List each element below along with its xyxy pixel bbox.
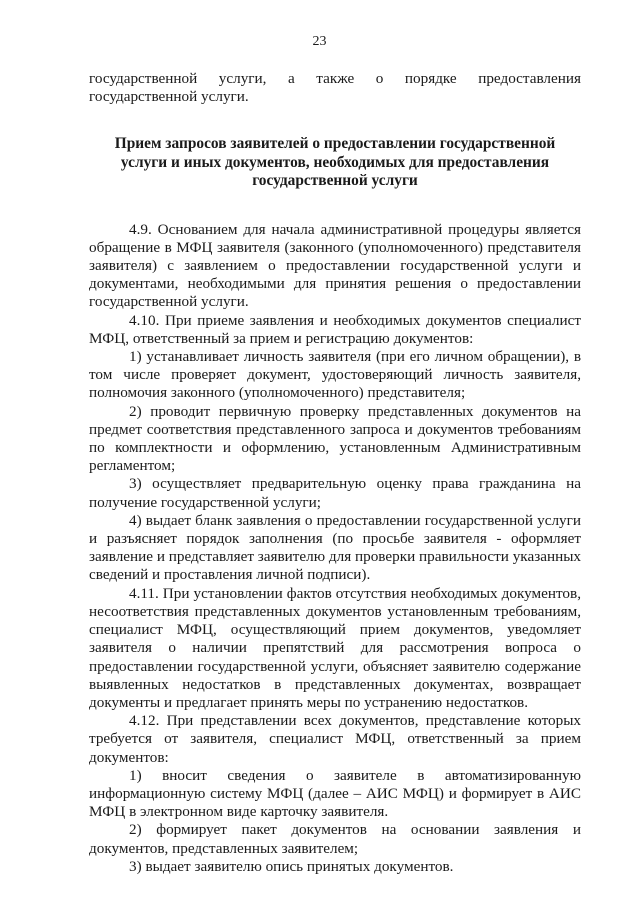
list-item-4-12-1: 1) вносит сведения о заявителе в автоматизированную информационную систему МФЦ (далее – АИС МФЦ) и формирует в АИС МФЦ в электронном виде карточку заявителя. <box>89 766 581 821</box>
list-item-4-10-1: 1) устанавливает личность заявителя (при его личном обращении), в том числе проверяет документ, удостоверяющий личность заявителя, полномочия законного (уполномоченного) представителя; <box>89 348 581 402</box>
list-item-4-10-4: 4) выдает бланк заявления о предоставлении государственной услуги и разъясняет порядок заполнения (по просьбе заявителя - оформляет заявление и представляет заявителю для проверки правильности указанных сведений и проставления личной подписи). <box>89 511 581 584</box>
list-item-4-10-2: 2) проводит первичную проверку представленных документов на предмет соответствия представленного запроса и документов требованиям по комплектности и оформлению, установленным Административным регламентом; <box>89 402 581 475</box>
paragraph-4-12: 4.12. При представлении всех документов, представление которых требуется от заявителя, специалист МФЦ, ответственный за прием документов: <box>89 712 581 766</box>
paragraph-4-11: 4.11. При установлении фактов отсутствия необходимых документов, несоответствия представленных документов установленным требованиям, специалист МФЦ, осуществляющий прием документов, уведомляет заявителя о наличии препятствий для рассмотрения вопроса о предоставлении государственной услуги, объясняет заявителю содержание выявленных недостатков в представленных документах, возвращает документы и предлагает принять меры по устранению недостатков. <box>89 584 581 711</box>
document-body <box>89 70 581 876</box>
list-item-4-12-2: 2) формирует пакет документов на основании заявления и документов, представленных заявителем; <box>89 821 581 857</box>
intro-paragraph: государственной услуги, а также о порядке предоставления государственной услуги. <box>89 70 581 106</box>
paragraph-4-10: 4.10. При приеме заявления и необходимых документов специалист МФЦ, ответственный за прием и регистрацию документов: <box>89 311 581 347</box>
list-item-4-12-3: 3) выдает заявителю опись принятых документов. <box>129 857 454 875</box>
paragraph-4-9: 4.9. Основанием для начала административной процедуры является обращение в МФЦ заявителя (законного (уполномоченного) представителя заявителя) с заявлением о предоставлении государственной услуги и документами, необходимыми для принятия решения о предоставлении государственной услуги. <box>89 220 581 311</box>
page-number: 23 <box>312 34 327 49</box>
section-heading: Прием запросов заявителей о предоставлении государственной услуги и иных документов, необходимых для предоставления государственной услуги <box>114 135 556 190</box>
list-item-4-10-3: 3) осуществляет предварительную оценку права гражданина на получение государственной услуги; <box>89 475 581 511</box>
